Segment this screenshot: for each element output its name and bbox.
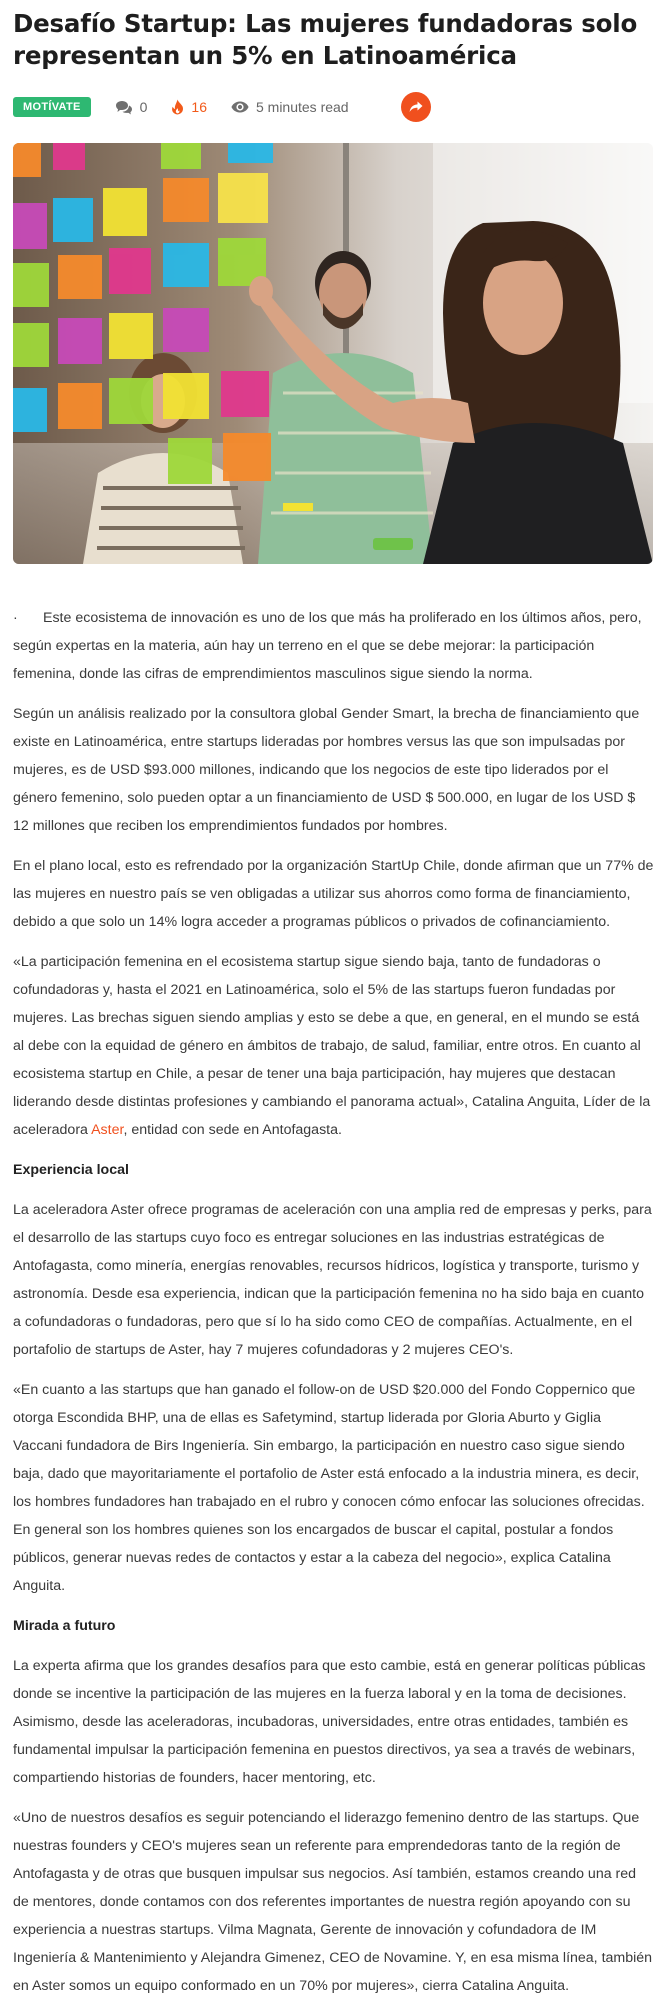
section-heading: Experiencia local	[13, 1162, 129, 1178]
paragraph: En el plano local, esto es refrendado por la organización StartUp Chile, donde afirman que un 77% de las mujeres en nuestro país se ven obligadas a utilizar sus ahorros como forma de financiamiento, debido a que solo un 14% logra acceder a programas públicos o privados de cofinanciamiento.	[13, 858, 654, 930]
hot-count	[171, 99, 207, 115]
hot-count-value: 16	[191, 99, 207, 115]
share-icon	[409, 101, 423, 113]
paragraph-text: Este ecosistema de innovación es uno de los que más ha proliferado en los últimos años, pero, según expertas en la materia, aún hay un terreno en el que se debe mejorar: la participación femenina, donde las cifras de emprendimientos masculinos sigue siendo la norma.	[13, 610, 642, 682]
paragraph: «Uno de nuestros desafíos es seguir potenciando el liderazgo femenino dentro de las startups. Que nuestras founders y CEO's mujeres sean un referente para emprendedoras tanto de la región de Antofagasta y de otras que busquen impulsar sus negocios. Así también, estamos creando una red de mentores, donde contamos con dos referentes importantes de nuestra región apoyando con su experiencia a nuestras startups. Vilma Magnata, Gerente de innovación y cofundadora de IM Ingeniería & Mantenimiento y Alejandra Gimenez, CEO de Novamine. Y, en esa misma línea, también en Aster somos un equipo conformado en un 70% por mujeres», cierra Catalina Anguita.	[13, 1810, 653, 1994]
article-title: Desafío Startup: Las mujeres fundadoras solo representan un 5% en Latinoamérica	[13, 9, 638, 70]
read-time-value: 5 minutes read	[255, 99, 349, 115]
comments-count-value: 0	[139, 99, 148, 115]
paragraph	[13, 948, 654, 1144]
paragraph: «En cuanto a las startups que han ganado el follow-on de USD $20.000 del Fondo Coppernico que otorga Escondida BHP, una de ellas es Safetymind, startup liderada por Gloria Aburto y Giglia Vaccani fundadora de Birs Ingeniería. Sin embargo, la participación en nuestro caso sigue siendo baja, dado que mayoritariamente el portafolio de Aster está enfocado a la industria minera, es decir, los hombres fundadores han trabajado en el rubro y conocen cómo enfocar las soluciones ofrecidas. En general son los hombres quienes son los encargados de buscar el capital, postular a fondos públicos, generar nuevas redes de contactos y estar a la cabeza del negocio», explica Catalina Anguita.	[13, 1382, 645, 1594]
read-time	[231, 99, 349, 115]
article-body	[13, 604, 654, 2000]
article-meta-bar	[13, 92, 654, 122]
share-button[interactable]	[401, 92, 431, 122]
paragraph: La experta afirma que los grandes desafíos para que esto cambie, está en generar políticas públicas donde se incentive la participación de las mujeres en la fuerza laboral y en la toma de decisiones. Asimismo, desde las aceleradoras, incubadoras, universidades, entre otras entidades, también es fundamental impulsar la participación femenina en puestos directivos, ya sea a través de webinars, compartiendo historias de founders, hacer mentoring, etc.	[13, 1658, 646, 1786]
paragraph	[13, 604, 654, 688]
paragraph-text: , entidad con sede en Antofagasta.	[123, 1122, 342, 1138]
aster-link[interactable]: Aster	[91, 1122, 124, 1138]
category-badge[interactable]: MOTÍVATE	[13, 97, 91, 117]
comments-icon	[115, 100, 133, 115]
paragraph-text: «La participación femenina en el ecosistema startup sigue siendo baja, tanto de fundadoras o cofundadoras y, hasta el 2021 en Latinoamérica, solo el 5% de las startups fueron fundadas por mujeres. Las brechas siguen siendo amplias y esto se debe a que, en general, en el mundo se está al debe con la equidad de género en ámbitos de trabajo, de salud, familiar, entre otros. En cuanto al ecosistema startup en Chile, a pesar de tener una baja participación, hay mujeres que destacan liderando desde distintas profesiones y cambiando el panorama actual», Catalina Anguita, Líder de la aceleradora	[13, 954, 651, 1138]
bullet: ·	[13, 610, 18, 626]
hero-image	[13, 143, 653, 564]
paragraph: Según un análisis realizado por la consultora global Gender Smart, la brecha de financiamiento que existe en Latinoamérica, entre startups lideradas por hombres versus las que son impulsadas por mujeres, es de USD $93.000 millones, indicando que los negocios de este tipo liderados por el género femenino, solo pueden optar a un financiamiento de USD $ 500.000, en lugar de los USD $ 12 millones que reciben los emprendimientos fundados por hombres.	[13, 706, 640, 834]
comments-count[interactable]	[115, 99, 148, 115]
flame-icon	[171, 99, 184, 115]
section-heading: Mirada a futuro	[13, 1618, 116, 1634]
paragraph: La aceleradora Aster ofrece programas de aceleración con una amplia red de empresas y perks, para el desarrollo de las startups cuyo foco es entregar soluciones en las industrias estratégicas de Antofagasta, como minería, energías renovables, recursos hídricos, logística y transporte, turismo y astronomía. Desde esa experiencia, indican que la participación femenina no ha sido baja en cuanto a cofundadoras o fundadoras, pero que sí lo ha sido como CEO de compañías. Actualmente, en el portafolio de startups de Aster, hay 7 mujeres cofundadoras y 2 mujeres CEO's.	[13, 1202, 652, 1358]
eye-icon	[231, 101, 249, 113]
